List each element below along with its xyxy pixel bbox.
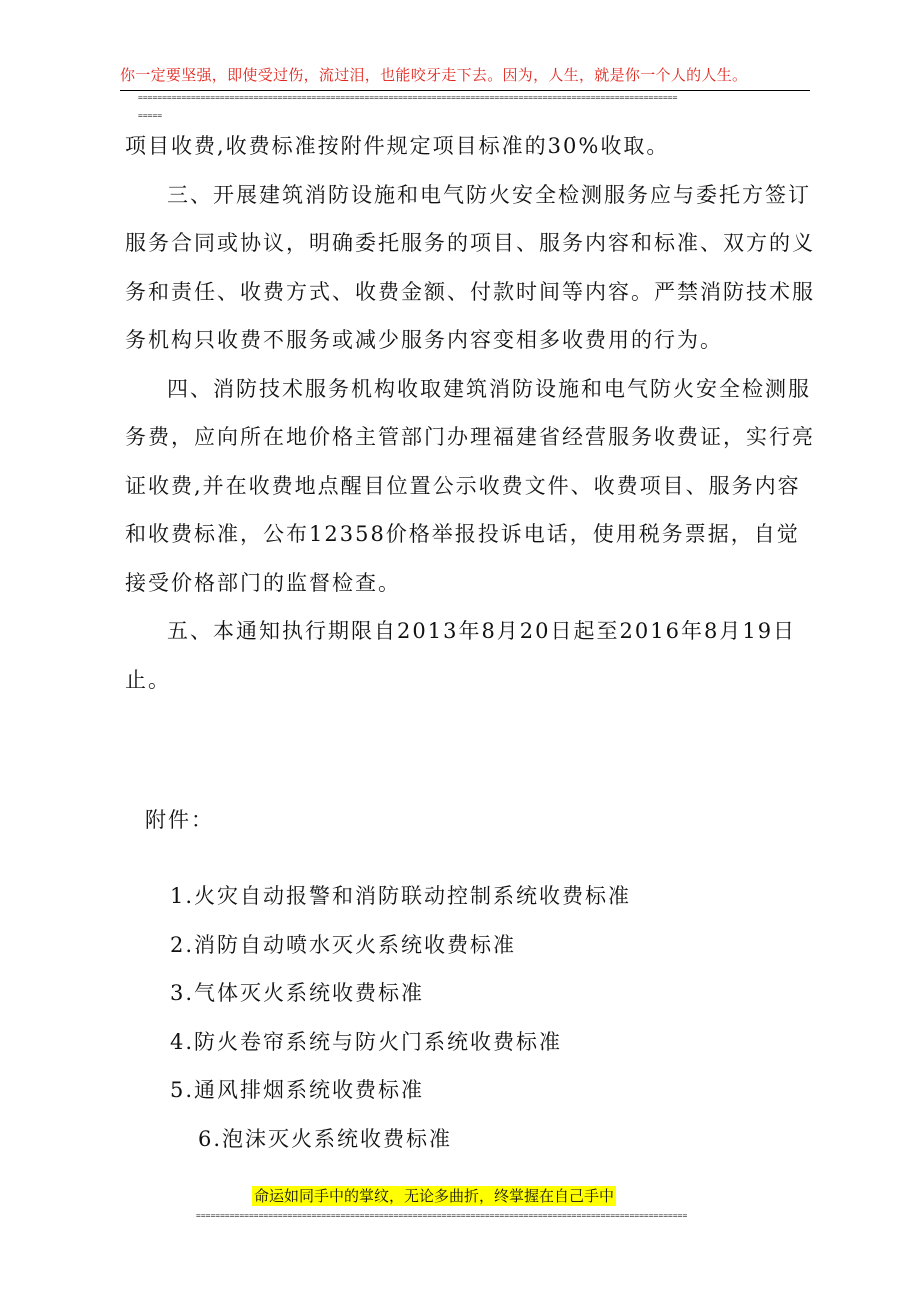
attachment-item: 2.消防自动喷水灭火系统收费标准 (170, 932, 517, 957)
header-rule (120, 90, 810, 91)
paragraph-5: 五、本通知执行期限自2013年8月20日起至2016年8月19日止。 (125, 619, 797, 692)
paragraph-3: 三、开展建筑消防设施和电气防火安全检测服务应与委托方签订服务合同或协议，明确委托服务的项目、服务内容和标准、双方的义务和责任、收费方式、收费金额、付款时间等内容。严禁消防技术服务机构只收费不服务或减少服务内容变相多收费用的行为。 (125, 182, 815, 352)
header-equals-line: ================================================================================================================ (138, 94, 678, 102)
attachment-item: 5.通风排烟系统收费标准 (170, 1078, 425, 1102)
body-text (125, 122, 815, 704)
header-quote: 你一定要坚强，即使受过伤，流过泪，也能咬牙走下去。因为，人生，就是你一个人的人生。 (120, 66, 748, 84)
paragraph-continuation: 项目收费,收费标准按附件规定项目标准的30%收取。 (125, 134, 670, 158)
attachment-item: 1.火灾自动报警和消防联动控制系统收费标准 (170, 884, 632, 908)
paragraph-4: 四、消防技术服务机构收取建筑消防设施和电气防火安全检测服务费，应向所在地价格主管部门办理福建省经营服务收费证，实行亮证收费,并在收费地点醒目位置公示收费文件、收费项目、服务内容和收费标准，公布12358价格举报投诉电话，使用税务票据，自觉接受价格部门的监督检查。 (125, 376, 815, 595)
footer-equals-line: ====================================================================================================== (196, 1212, 688, 1220)
header-equals-line-short: ===== (138, 112, 163, 120)
attachments-title: 附件： (145, 808, 214, 832)
attachments-list (170, 872, 770, 1163)
attachment-item: 3.气体灭火系统收费标准 (170, 981, 425, 1005)
attachment-item: 6.泡沫灭火系统收费标准 (198, 1126, 453, 1151)
attachment-item: 4.防火卷帘系统与防火门系统收费标准 (170, 1029, 563, 1054)
footer-quote: 命运如同手中的掌纹，无论多曲折，终掌握在自己手中 (254, 1187, 615, 1205)
